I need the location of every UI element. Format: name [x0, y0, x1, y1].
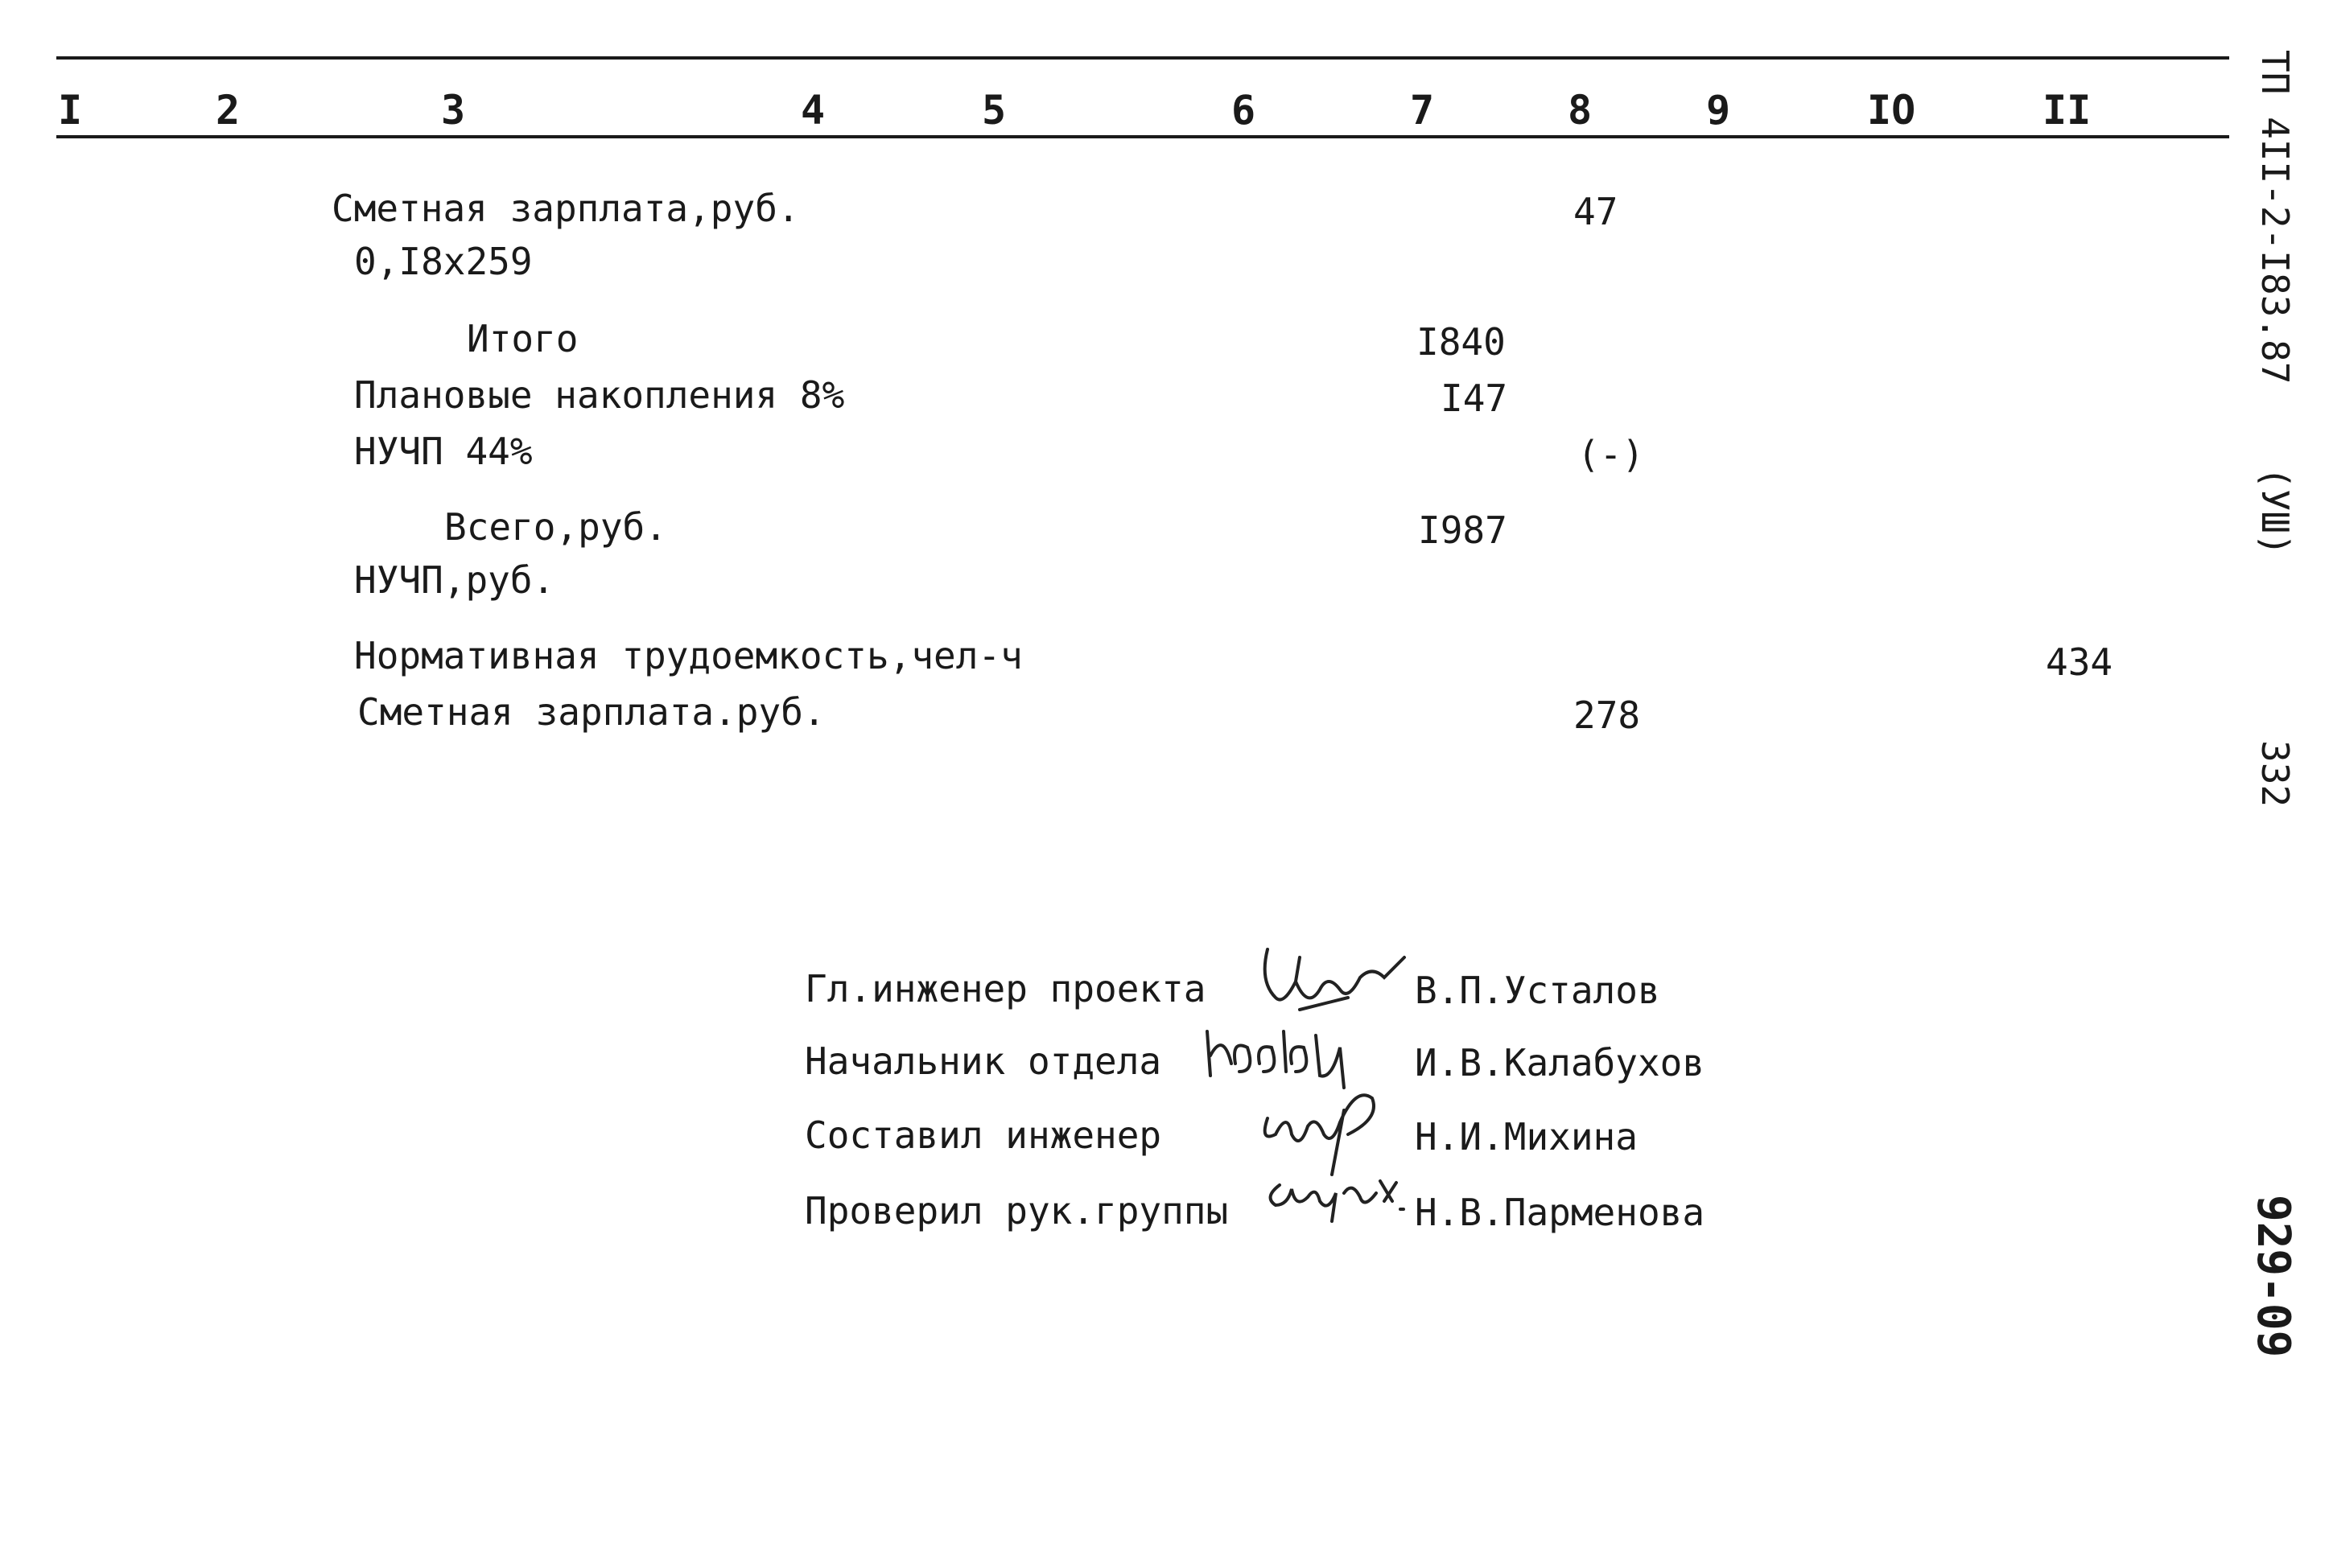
column-header-9: 9 [1706, 87, 1731, 134]
column-header-7: 7 [1410, 87, 1435, 134]
document-code: ТП 4II-2-I83.87 [2253, 50, 2297, 385]
row-value-col8: 47 [1573, 190, 1618, 233]
archive-number: 929-09 [2247, 1195, 2299, 1358]
row-value-col7: I987 [1418, 508, 1507, 552]
signature-role: Составил инженер [805, 1113, 1162, 1157]
row-label: 0,I8x259 [354, 240, 533, 283]
signature-name: Н.В.Парменова [1415, 1191, 1705, 1234]
column-header-2: 2 [216, 87, 241, 134]
signature-role: Проверил рук.группы [805, 1189, 1229, 1233]
row-label: Сметная зарплата,руб. [332, 187, 800, 230]
section-code: (УШ) [2253, 467, 2297, 556]
signature-name: И.В.Калабухов [1415, 1041, 1705, 1084]
column-header-3: 3 [441, 87, 466, 134]
row-value-col8: (-) [1577, 433, 1645, 476]
row-label: Нормативная трудоемкость,чел-ч [354, 634, 1023, 677]
column-header-1: I [58, 87, 83, 134]
handwritten-signature [1251, 933, 1412, 1022]
column-header-10: IO [1867, 87, 1916, 134]
row-value-col7: I47 [1441, 377, 1508, 420]
signature-name: Н.И.Михина [1415, 1115, 1638, 1159]
page-number: 332 [2253, 740, 2297, 808]
row-label: Сметная зарплата.руб. [357, 690, 826, 734]
column-header-4: 4 [801, 87, 826, 134]
column-header-5: 5 [982, 87, 1007, 134]
row-label: Плановые накопления 8% [354, 373, 845, 417]
row-label: НУЧП,руб. [354, 558, 555, 602]
row-label: Всего,руб. [444, 505, 667, 549]
column-header-11: II [2043, 87, 2092, 134]
handwritten-signature [1255, 1165, 1416, 1229]
column-header-6: 6 [1231, 87, 1256, 134]
header-top-rule [56, 56, 2229, 60]
column-header-8: 8 [1568, 87, 1593, 134]
row-value-col11: 434 [2046, 640, 2113, 684]
signature-role: Начальник отдела [805, 1039, 1162, 1083]
signature-name: В.П.Усталов [1415, 969, 1660, 1012]
row-label: Итого [467, 317, 579, 360]
row-value-col8: 278 [1573, 693, 1641, 737]
row-value-col7: I840 [1416, 320, 1506, 364]
header-bottom-rule [56, 135, 2229, 138]
signature-role: Гл.инженер проекта [805, 967, 1206, 1010]
row-label: НУЧП 44% [354, 430, 533, 473]
